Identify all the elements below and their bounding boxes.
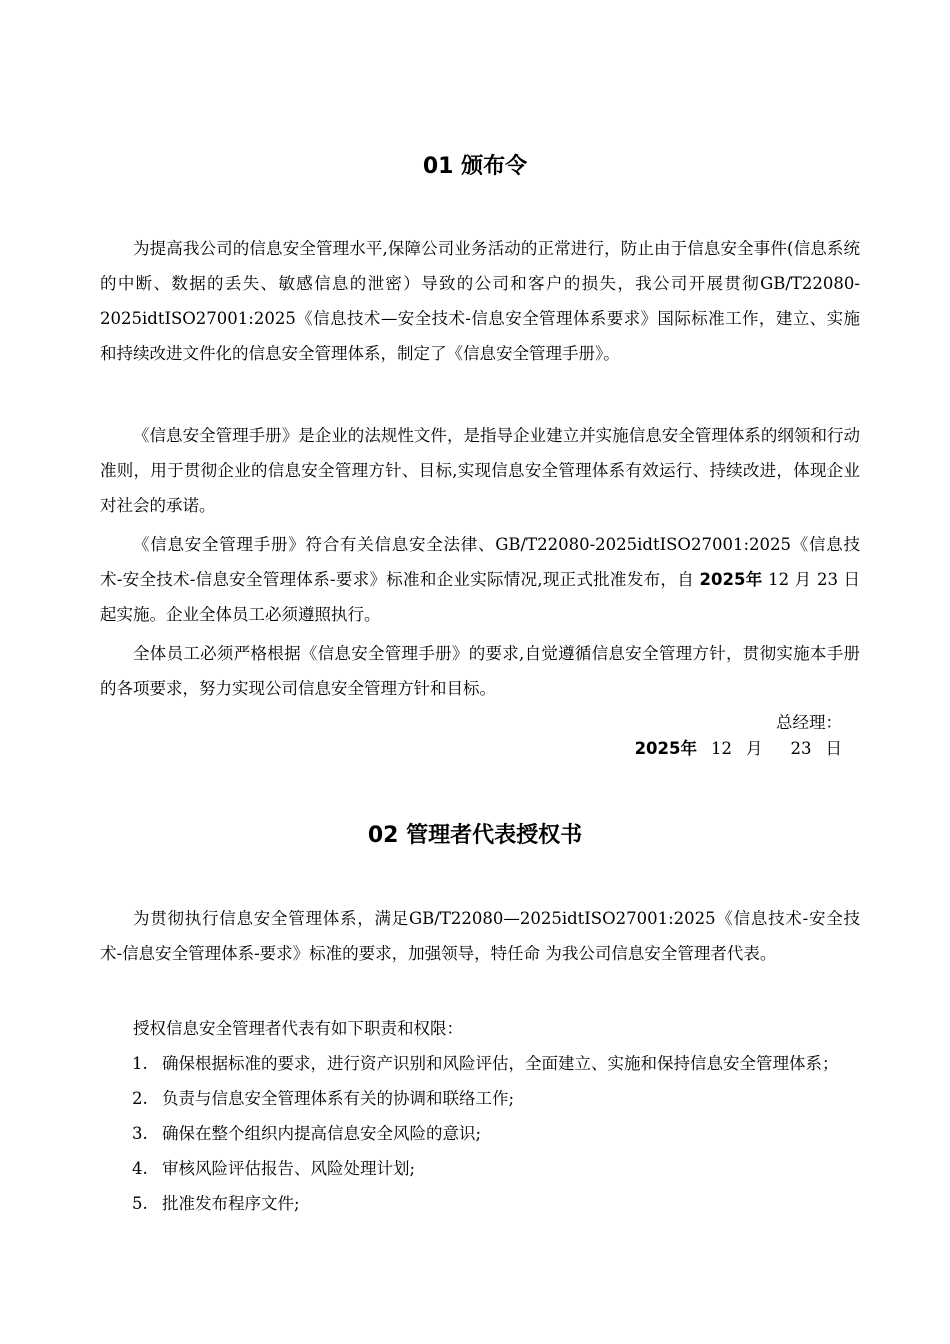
section-heading-authorization: 02 管理者代表授权书	[367, 823, 583, 848]
list-item-text: 确保根据标准的要求，进行资产识别和风险评估，全面建立、实施和保持信息安全管理体系；	[162, 1054, 839, 1073]
promulgation-paragraph-4: 全体员工必须严格根据《信息安全管理手册》的要求,自觉遵循信息安全管理方针，贯彻实施本手册的各项要求，努力实现公司信息安全管理方针和目标。	[100, 644, 860, 698]
list-item	[100, 1186, 860, 1221]
section-heading-promulgation: 01 颁布令	[422, 154, 528, 179]
date-day-unit: 日	[825, 739, 842, 758]
authorization-paragraph-1: 为贯彻执行信息安全管理体系，满足GB/T22080—2025idtISO27001:2025《信息技术-安全技术-信息安全管理体系-要求》标准的要求，加强领导，特任命 为我公司信息安全管理者代表。	[100, 909, 860, 963]
promulgation-paragraph-1: 为提高我公司的信息安全管理水平,保障公司业务活动的正常进行，防止由于信息安全事件(信息系统的中断、数据的丢失、敏感信息的泄密）导致的公司和客户的损失，我公司开展贯彻GB/T22080-2025idtISO27001:2025《信息技术—安全技术-信息安全管理体系要求》国际标准工作，建立、实施和持续改进文件化的信息安全管理体系，制定了《信息安全管理手册》。	[100, 239, 860, 363]
list-item	[100, 1046, 860, 1081]
duties-list	[100, 1046, 860, 1221]
list-item	[100, 1081, 860, 1116]
list-item-text: 批准发布程序文件;	[162, 1194, 300, 1213]
list-item-number: 4.	[132, 1159, 148, 1178]
signer-label: 总经理：	[776, 713, 842, 732]
list-item-text: 审核风险评估报告、风险处理计划;	[162, 1159, 416, 1178]
effective-year: 2025年	[699, 570, 763, 589]
authorization-paragraph-2: 授权信息安全管理者代表有如下职责和权限：	[133, 1019, 463, 1038]
date-month: 12	[711, 739, 732, 758]
list-item-number: 3.	[132, 1124, 148, 1143]
date-year: 2025年	[634, 739, 697, 758]
list-item-number: 1.	[132, 1054, 148, 1073]
signature-date	[542, 736, 842, 762]
paragraph-text: 12 月 23 日起实施。企业全体员工必须遵照执行。	[100, 570, 860, 624]
date-month-unit: 月	[746, 739, 763, 758]
date-day: 23	[790, 739, 812, 758]
list-item	[100, 1151, 860, 1186]
list-item-number: 5.	[132, 1194, 148, 1213]
promulgation-paragraph-2: 《信息安全管理手册》是企业的法规性文件，是指导企业建立并实施信息安全管理体系的纲领和行动准则，用于贯彻企业的信息安全管理方针、目标,实现信息安全管理体系有效运行、持续改进，体现企业对社会的承诺。	[100, 426, 860, 515]
list-item-text: 负责与信息安全管理体系有关的协调和联络工作;	[162, 1089, 515, 1108]
promulgation-paragraph-3	[100, 527, 860, 632]
list-item	[100, 1116, 860, 1151]
list-item-text: 确保在整个组织内提高信息安全风险的意识;	[162, 1124, 482, 1143]
list-item-number: 2.	[132, 1089, 148, 1108]
paragraph-text: 《信息安全管理手册》符合有关信息安全法律、GB/T22080-2025idtISO27001:2025《信息技术-安全技术-信息安全管理体系-要求》标准和企业实际情况,现正式批准发布，自	[100, 535, 860, 589]
